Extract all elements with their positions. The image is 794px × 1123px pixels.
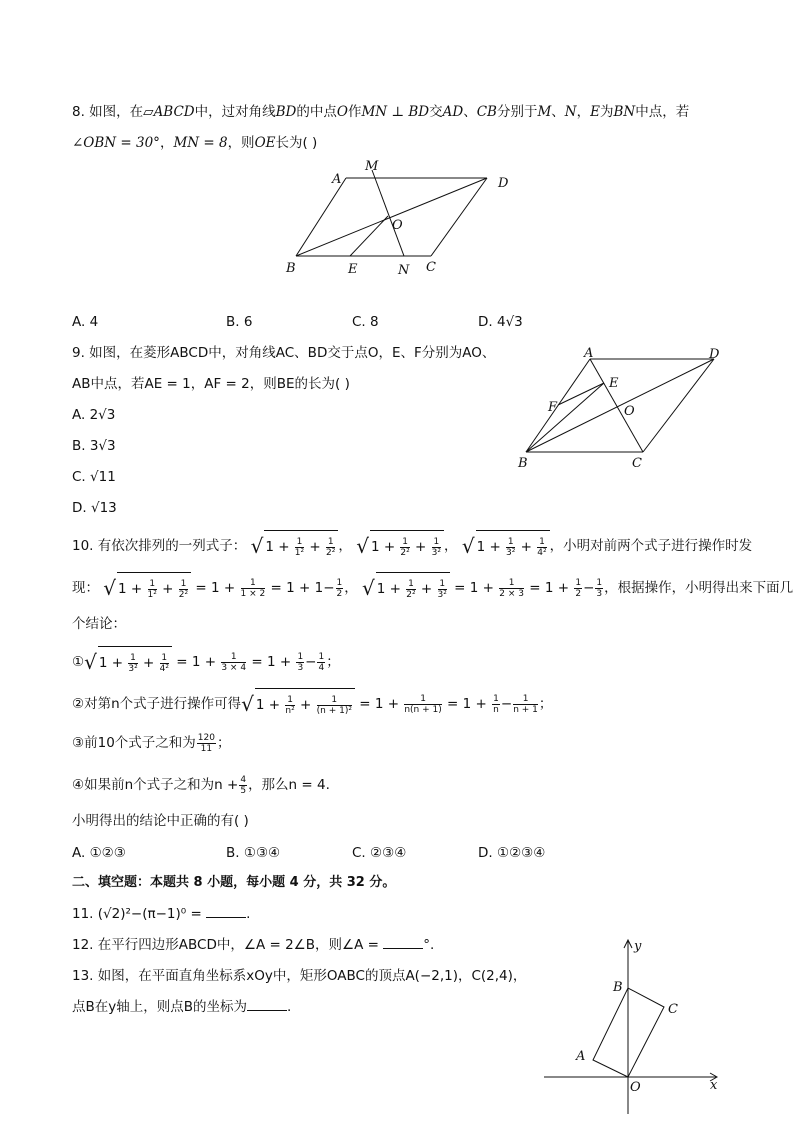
q8-bn: BN — [613, 104, 636, 120]
q8-abcd: ABCD — [153, 104, 195, 120]
q13-figure — [540, 936, 730, 1116]
q10-c3-denominator: 11 — [200, 743, 213, 754]
q10-text: ，根据操作，小明得出来下面几 — [604, 580, 794, 596]
q8-label-a: A — [332, 172, 342, 187]
q8-diagonal-bd — [296, 178, 487, 256]
q10-op-1: 1 + $\frac{1}{\text{1²}}$ + $\frac{1}{\text{2²}}$ — [117, 572, 191, 604]
q8-segment-oe — [350, 216, 388, 256]
q10-c4-fraction — [239, 775, 247, 796]
q10-c2-expr: 1 + $\frac{1}{\text{n²}}$ + $\frac{1}{\text{(n + 1)²}}$ — [255, 688, 355, 720]
q10-conclusion-2: ②对第n个式子进行操作可得√ 1 + $\frac{1}{\text{n²}}$ + $\frac{1}{\text{(n + 1)²}}$ = 1 + $\frac{1}{n(n + 1)}$ = 1 + $\frac{1}{n}$ − $\frac{1}{n + 1}$ ； — [72, 688, 552, 720]
q8-bd: BD — [275, 104, 297, 120]
q8-mn-perp-bd: MN ⊥ BD — [361, 104, 430, 120]
q9-figure — [510, 342, 732, 472]
q8-label-b: B — [286, 261, 296, 276]
q8-text: 交 — [429, 104, 443, 120]
q13-label-y: y — [634, 939, 642, 954]
q10-c1-expr: 1 + $\frac{1}{\text{3²}}$ + $\frac{1}{\text{4²}}$ — [98, 646, 172, 678]
q8-figure — [280, 156, 520, 280]
q9-segment-be — [526, 383, 604, 452]
q10-c3-fraction — [197, 733, 216, 754]
q8-o: O — [336, 104, 348, 120]
q9-label-c: C — [632, 456, 642, 471]
q10-c4-tail: ，那么n = 4. — [248, 777, 330, 793]
q8-text: 长为( ) — [275, 135, 318, 151]
q8-text: 、 — [463, 104, 477, 120]
q8-ad: AD — [442, 104, 464, 120]
q8-cb: CB — [476, 104, 497, 120]
q8-text: ，则 — [227, 135, 255, 151]
q8-label-n: N — [398, 263, 410, 278]
q9-option-a[interactable]: A. 2√3 — [72, 407, 116, 423]
q8-e: E — [590, 104, 600, 120]
q8-edge-ab — [296, 178, 346, 256]
q8-text: 为 — [599, 104, 614, 120]
radical-icon: √ — [362, 576, 375, 600]
q11-answer-blank[interactable] — [206, 904, 246, 918]
q8-text: 中点，若 — [635, 104, 690, 120]
q12-text: 12. 在平行四边形ABCD中，∠A = 2∠B，则∠A = — [72, 937, 384, 953]
q8-mn-value: MN = 8 — [173, 135, 228, 151]
q10-expr-3: 1 + $\frac{1}{\text{3²}}$ + $\frac{1}{\text{4²}}$ — [476, 530, 550, 562]
q10-line1: 10. 有依次排列的一列式子： √ 1 + $\frac{1}{\text{1²}}$ + $\frac{1}{\text{2²}}$ ， √ 1 + $\frac{1}{\text{2²}}$ + $\frac{1}{\text{3²}}$ ， √ 1 + $\frac{1}{\text{3²}}$ + $\frac{1}{\text{4²}}$ ，小明对前两个式子进行操作时发 — [72, 530, 752, 562]
q9-label-d: D — [709, 347, 720, 362]
q13-tail: . — [287, 999, 292, 1015]
q8-text: 的中点 — [296, 104, 337, 120]
q10-conclusion-4 — [72, 772, 330, 798]
q10-question: 小明得出的结论中正确的有( ) — [72, 813, 249, 829]
q8-text: 作 — [347, 104, 362, 120]
q12-line — [72, 935, 434, 955]
q8-label-e: E — [348, 262, 358, 277]
q8-text: 中，过对角线 — [194, 104, 276, 120]
q8-label-o: O — [392, 218, 403, 233]
q8-angle: ∠OBN = 30° — [72, 135, 160, 151]
radical-icon: √ — [461, 534, 475, 558]
q11-line — [72, 904, 250, 924]
q9-label-e: E — [609, 376, 619, 391]
radical-icon: √ — [356, 534, 369, 558]
q10-option-b[interactable]: B. ①③④ — [226, 845, 281, 861]
q8-text: 、 — [551, 104, 565, 120]
q10-option-c[interactable]: C. ②③④ — [352, 845, 407, 861]
q8-text: ， — [159, 135, 174, 151]
q9-label-b: B — [518, 456, 528, 471]
q9-label-f: F — [548, 400, 558, 415]
radical-icon: √ — [250, 534, 264, 558]
q8-line1 — [72, 102, 689, 122]
q8-oe: OE — [254, 135, 276, 151]
q8-text: 分别于 — [496, 104, 538, 120]
q8-option-c[interactable]: C. 8 — [352, 314, 379, 330]
q10-expr-2: 1 + $\frac{1}{\text{2²}}$ + $\frac{1}{\text{3²}}$ — [370, 530, 444, 562]
q10-line3: 个结论： — [72, 616, 126, 632]
q10-expr-1: 1 + $\frac{1}{\text{1²}}$ + $\frac{1}{\text{2²}}$ — [264, 530, 338, 562]
q8-label-d: D — [498, 176, 509, 191]
q13-label-x: x — [710, 1078, 718, 1093]
radical-icon: √ — [103, 576, 117, 600]
q9-line2: AB中点，若AE = 1，AF = 2，则BE的长为( ) — [72, 376, 350, 392]
q8-m: M — [537, 104, 552, 120]
q8-line2 — [72, 133, 317, 153]
q10-c4-numerator: 4 — [240, 774, 247, 785]
q9-segment-fe — [558, 383, 604, 405]
q8-segment-mn — [372, 170, 404, 256]
q13-line1: 13. 如图，在平面直角坐标系xOy中，矩形OABC的顶点A(−2,1)，C(2,4)， — [72, 968, 527, 984]
q10-option-d[interactable]: D. ①②③④ — [478, 845, 546, 861]
parallelogram-symbol: ▱ — [143, 104, 154, 120]
q9-option-c[interactable]: C. √11 — [72, 469, 116, 485]
q8-option-a[interactable]: A. 4 — [72, 314, 99, 330]
q9-edge-dc — [643, 359, 714, 452]
q12-tail: °. — [423, 937, 435, 953]
q13-label-c: C — [668, 1002, 678, 1017]
q10-op-2: 1 + $\frac{1}{\text{2²}}$ + $\frac{1}{\text{3²}}$ — [376, 572, 450, 604]
q9-label-o: O — [624, 404, 635, 419]
q13-line2 — [72, 997, 291, 1017]
q10-c2-text: ②对第n个式子进行操作可得 — [72, 696, 242, 712]
q10-intro: 10. 有依次排列的一列式子： — [72, 538, 247, 554]
q8-option-d[interactable]: D. 4√3 — [478, 314, 523, 330]
q9-option-d[interactable]: D. √13 — [72, 500, 117, 516]
section-2-heading: 二、填空题：本题共 8 小题，每小题 4 分，共 32 分。 — [72, 875, 396, 890]
q9-edge-ab — [526, 359, 590, 452]
q10-text: 现： — [72, 580, 99, 596]
q12-answer-blank[interactable] — [383, 935, 423, 949]
q11-text: 11. (√2)²−(π−1)⁰ = — [72, 906, 207, 922]
q8-text: ， — [576, 104, 591, 120]
q13-text: 点B在y轴上，则点B的坐标为 — [72, 999, 248, 1015]
q10-c1-marker: ① — [72, 654, 85, 670]
q9-option-b[interactable]: B. 3√3 — [72, 438, 116, 454]
q10-c4-denominator: 5 — [240, 785, 247, 796]
q8-n: N — [564, 104, 577, 120]
q10-c3-text: ③前10个式子之和为 — [72, 735, 196, 751]
q10-line2: 现： √ 1 + $\frac{1}{\text{1²}}$ + $\frac{1}{\text{2²}}$ = 1 + $\frac{1}{1 \times 2}$ = 1 + 1− $\frac{1}{2}$ ， √ 1 + $\frac{1}{\text{2²}}$ + $\frac{1}{\text{3²}}$ = 1 + $\frac{1}{2 \times 3}$ = 1 + $\frac{1}{2}$ − $\frac{1}{3}$ ，根据操作，小明得出来下面几 — [72, 572, 793, 604]
q10-text: ，小明对前两个式子进行操作时发 — [549, 538, 753, 554]
q10-c4-text: ④如果前n个式子之和为n + — [72, 777, 239, 793]
q10-conclusion-3: ③前10个式子之和为 $\frac{120}{11}$ ； — [72, 732, 231, 754]
q8-text: 8. 如图，在 — [72, 104, 144, 120]
q13-label-b: B — [613, 980, 623, 995]
q10-option-a[interactable]: A. ①②③ — [72, 845, 126, 861]
q9-label-a: A — [584, 346, 594, 361]
q10-conclusion-1: ①√ 1 + $\frac{1}{\text{3²}}$ + $\frac{1}{\text{4²}}$ = 1 + $\frac{1}{3 \times 4}$ = 1 + $\frac{1}{3}$ − $\frac{1}{4}$ ； — [72, 646, 340, 678]
q10-c3-numerator: 120 — [197, 732, 215, 743]
q8-option-b[interactable]: B. 6 — [226, 314, 253, 330]
q13-answer-blank[interactable] — [247, 997, 287, 1011]
radical-icon: √ — [241, 692, 254, 716]
radical-icon: √ — [84, 650, 97, 674]
q9-diagonal-ac — [590, 359, 643, 452]
q13-label-a: A — [576, 1049, 586, 1064]
q11-tail: . — [246, 906, 251, 922]
q8-label-c: C — [426, 260, 436, 275]
q13-label-o: O — [630, 1080, 641, 1095]
q9-line1: 9. 如图，在菱形ABCD中，对角线AC、BD交于点O，E、F分别为AO、 — [72, 345, 496, 361]
q8-label-m: M — [365, 159, 379, 174]
